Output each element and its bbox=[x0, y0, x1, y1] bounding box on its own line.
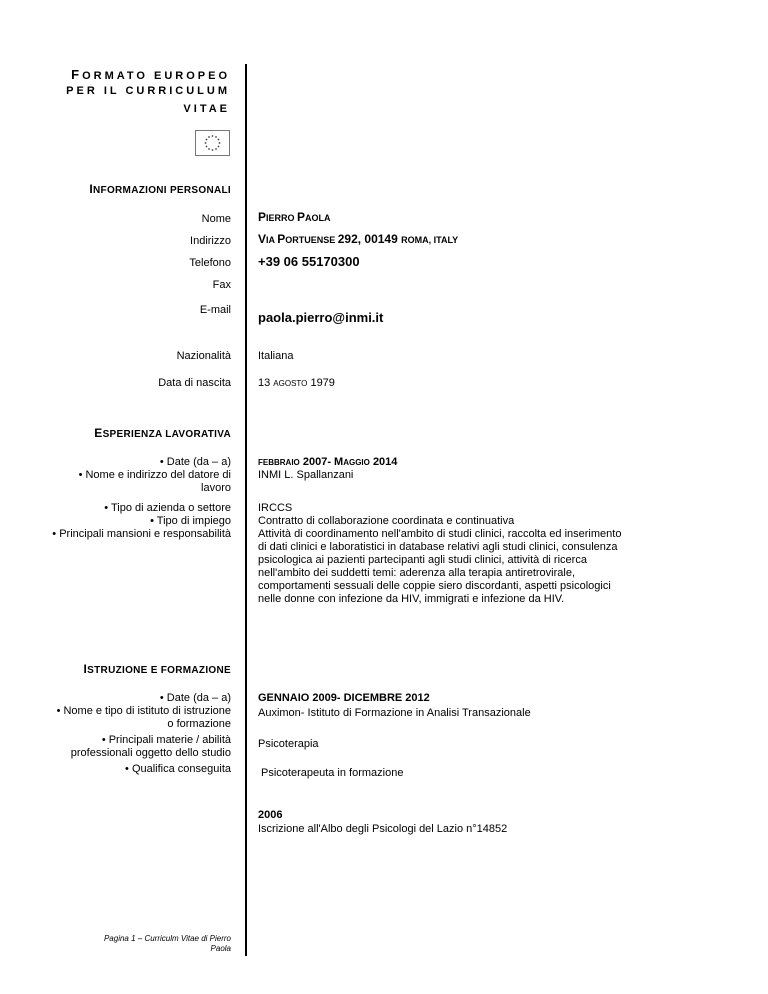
label-email: E-mail bbox=[199, 304, 231, 316]
label-edu-date: • Date (da – a) bbox=[159, 692, 231, 704]
value-edu-date: GENNAIO 2009- DICEMBRE 2012 bbox=[258, 692, 430, 704]
label-nazionalita: Nazionalità bbox=[176, 350, 231, 362]
value-edu-qualification: Psicoterapeuta in formazione bbox=[261, 767, 404, 779]
value-edu-extra-year: 2006 bbox=[258, 809, 283, 821]
cv-title-line-1: FORMATO EUROPEO bbox=[71, 67, 230, 82]
label-work-employer: • Nome e indirizzo del datore di lavoro bbox=[78, 469, 231, 494]
label-fax: Fax bbox=[212, 279, 231, 291]
value-edu-extra: Iscrizione all'Albo degli Psicologi del Lazio n°14852 bbox=[258, 823, 508, 835]
value-telefono: +39 06 55170300 bbox=[258, 254, 360, 269]
value-work-date: FEBBRAIO 2007- MAGGIO 2014 bbox=[258, 456, 398, 468]
value-edu-institute: Auximon- Istituto di Formazione in Analisi Transazionale bbox=[258, 707, 531, 719]
eu-flag-icon bbox=[195, 130, 230, 156]
section-title-work: ESPERIENZA LAVORATIVA bbox=[94, 426, 231, 440]
value-edu-subjects: Psicoterapia bbox=[258, 738, 319, 750]
label-nome: Nome bbox=[201, 213, 231, 225]
cv-title-line-3: VITAE bbox=[183, 103, 230, 115]
cv-title-line-2: PER IL CURRICULUM bbox=[66, 85, 230, 97]
label-telefono: Telefono bbox=[189, 257, 231, 269]
label-work-date: • Date (da – a) bbox=[159, 456, 231, 468]
label-work-sector: • Tipo di azienda o settore bbox=[104, 502, 231, 514]
label-edu-institute: • Nome e tipo di istituto di istruzione o formazione bbox=[56, 705, 231, 730]
value-nome: PIERRO PAOLA bbox=[258, 210, 331, 224]
value-email: paola.pierro@inmi.it bbox=[258, 310, 384, 325]
value-work-employer: INMI L. Spallanzani bbox=[258, 469, 354, 481]
vertical-divider bbox=[245, 64, 247, 956]
value-work-job-type: Contratto di collaborazione coordinata e continuativa bbox=[258, 515, 515, 527]
value-indirizzo: VIA PORTUENSE 292, 00149 ROMA, ITALY bbox=[258, 232, 459, 246]
label-work-job-type: • Tipo di impiego bbox=[150, 515, 231, 527]
section-title-personal: INFORMAZIONI PERSONALI bbox=[89, 182, 231, 196]
value-work-duties: Attività di coordinamento nell'ambito di studi clinici, raccolta ed inserimento di dati clinici e laboratistici in database relativi agli studi clinici, consulenza psicologica ai pazienti partecipanti agli studi clinici, attività di ricerca nell'ambito dei suddetti temi: aderenza alla terapia antiretrovirale, comportamenti sessuali delle coppie siero discordanti, aspetti psicologici nelle donne con infezione da HIV, immigrati e infezione da HIV. bbox=[258, 528, 622, 605]
value-nazionalita: Italiana bbox=[258, 350, 294, 362]
value-data-nascita: 13 AGOSTO 1979 bbox=[258, 377, 335, 389]
value-work-sector: IRCCS bbox=[258, 502, 293, 514]
label-indirizzo: Indirizzo bbox=[190, 235, 231, 247]
label-edu-qualification: • Qualifica conseguita bbox=[125, 763, 231, 775]
label-edu-subjects: • Principali materie / abilità professionali oggetto dello studio bbox=[70, 734, 231, 759]
label-work-duties: • Principali mansioni e responsabilità bbox=[52, 528, 231, 540]
section-title-education: ISTRUZIONE E FORMAZIONE bbox=[83, 662, 231, 676]
page-footer: Pagina 1 – Curriculm Vitae di Pierro Paola bbox=[103, 934, 231, 953]
label-data-nascita: Data di nascita bbox=[158, 377, 231, 389]
